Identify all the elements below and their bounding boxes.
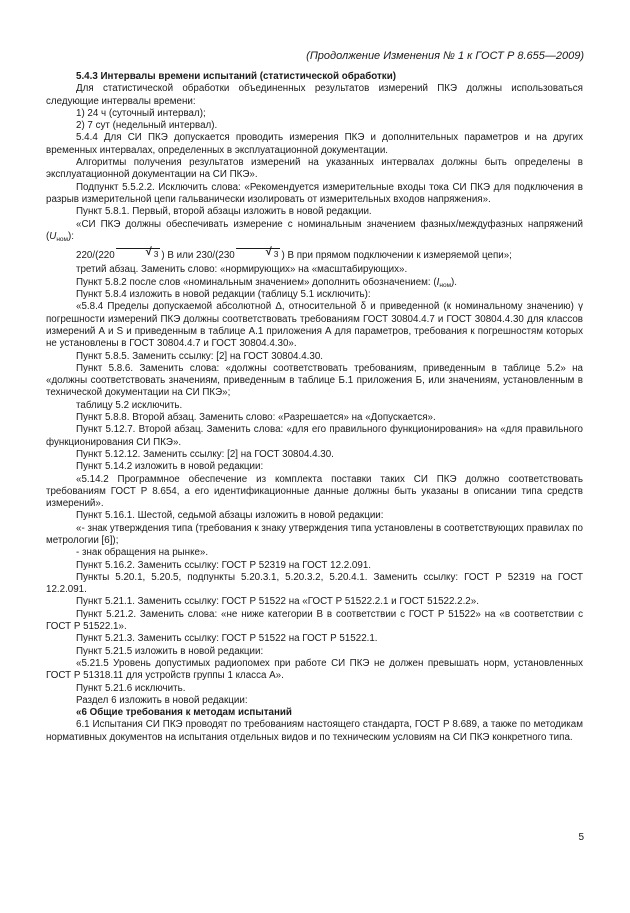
paragraph: Пункт 5.21.5 изложить в новой редакции:	[76, 645, 264, 657]
symbol-subscript: ном	[56, 235, 69, 243]
paragraph: «5.14.2 Программное обеспечение из комплекта поставки таких СИ ПКЭ должно соответствовать требованиям ГОСТ Р 8.654, а его идентификационные данные должны быть указаны в описании типа средств измерений».	[46, 473, 583, 510]
paragraph: Пункт 5.16.1. Шестой, седьмой абзацы изложить в новой редакции:	[76, 510, 384, 522]
paragraph: 6.1 Испытания СИ ПКЭ проводят по требованиям настоящего стандарта, ГОСТ Р 8.689, а также по методикам нормативных документов на испытания отдельных видов и по техническим условиям на СИ ПКЭ конкретного типа.	[46, 719, 583, 743]
paragraph: «- знак утверждения типа (требования к знаку утверждения типа установлены в соответствующих правилах по метрологии [6]);	[46, 522, 583, 546]
paragraph-text-end: ).	[451, 276, 458, 288]
formula-part-c: ) В при прямом подключении к измеряемой цепи»;	[281, 250, 512, 262]
paragraph: Пункт 5.16.2. Заменить ссылку: ГОСТ Р 52319 на ГОСТ 12.2.091.	[76, 559, 371, 571]
paragraph: Раздел 6 изложить в новой редакции:	[76, 694, 248, 706]
paragraph: Пункт 5.12.7. Второй абзац. Заменить слова: «для его правильного функционирования» на «для правильного функционирования СИ ПКЭ».	[46, 424, 583, 448]
section-title-6: «6 Общие требования к методам испытаний	[76, 707, 292, 719]
paragraph: Пункт 5.21.1. Заменить ссылку: ГОСТ Р 51522 на «ГОСТ Р 51522.2.1 и ГОСТ 51522.2.2».	[76, 596, 479, 608]
section-title-5-4-3: 5.4.3 Интервалы времени испытаний (статистической обработки)	[76, 71, 396, 82]
paragraph: Пункт 5.8.4 изложить в новой редакции (таблицу 5.1 исключить):	[76, 289, 371, 301]
sqrt-symbol: √ 3	[236, 248, 281, 259]
paragraph: Пункт 5.8.1. Первый, второй абзацы изложить в новой редакции.	[76, 206, 372, 218]
symbol-subscript: ном	[439, 281, 452, 289]
sqrt-symbol: √ 3	[116, 248, 161, 259]
paragraph: - знак обращения на рынке».	[76, 547, 209, 559]
paragraph: Алгоритмы получения результатов измерений на указанных интервалах должны быть определены в эксплуатационной документации на СИ ПКЭ».	[46, 157, 583, 181]
paragraph-with-symbol	[46, 219, 583, 244]
formula-part-b: ) В или 230/(230	[161, 250, 235, 262]
paragraph: 5.4.4 Для СИ ПКЭ допускается проводить измерения ПКЭ и дополнительных параметров и на других временных интервалах, определенных в эксплуатационной документации.	[46, 132, 583, 156]
list-item: 1) 24 ч (суточный интервал);	[76, 107, 206, 119]
paragraph-text: «СИ ПКЭ должны обеспечивать измерение с номинальным значением фазных/междуфазных напряжений (	[46, 218, 583, 242]
paragraph: Пункт 5.21.6 исключить.	[76, 682, 186, 694]
formula-part-a: 220/(220	[76, 250, 115, 262]
paragraph-text-end: ):	[68, 230, 75, 242]
paragraph: Пункт 5.21.2. Заменить слова: «не ниже категории В в соответствии с ГОСТ Р 51522» на «в соответствии с ГОСТ Р 51522.1».	[46, 608, 583, 633]
paragraph: Пункт 5.12.12. Заменить ссылку: [2] на ГОСТ 30804.4.30.	[76, 448, 334, 460]
paragraph: Пункты 5.20.1, 5.20.5, подпункты 5.20.3.1, 5.20.3.2, 5.20.4.1. Заменить ссылку: ГОСТ Р 52319 на ГОСТ 12.2.091.	[46, 571, 583, 596]
voltage-formula	[46, 248, 583, 262]
paragraph: Пункт 5.21.3. Заменить ссылку: ГОСТ Р 51522 на ГОСТ Р 51522.1.	[76, 633, 378, 645]
paragraph: Для статистической обработки объединенных результатов измерений ПКЭ должны использоваться следующие интервалы времени:	[46, 83, 583, 107]
list-item: 2) 7 сут (недельный интервал).	[76, 120, 218, 132]
paragraph: Пункт 5.14.2 изложить в новой редакции:	[76, 461, 264, 473]
paragraph: третий абзац. Заменить слово: «нормирующих» на «масштабирующих».	[76, 264, 408, 276]
paragraph: «5.8.4 Пределы допускаемой абсолютной Δ, относительной δ и приведенной (к номинальному значению) γ погрешности измерений ПКЭ должны соответствовать требованиям ГОСТ 30804.4.7 и ГОСТ 30804.4.30 для классов измерений А и S и приведенным в таблице А.1 приложения А для параметров, требования к погрешностям которых не установлены в ГОСТ 30804.4.7 и ГОСТ 30804.4.30».	[46, 301, 583, 350]
running-header: (Продолжение Изменения № 1 к ГОСТ Р 8.655—2009)	[306, 50, 584, 62]
paragraph: Пункт 5.8.8. Второй абзац. Заменить слово: «Разрешается» на «Допускается».	[76, 412, 436, 424]
paragraph: Пункт 5.8.6. Заменить слова: «должны соответствовать требованиям, приведенным в таблице 5.2» на «должны соответствовать значениям, приведенным в таблице Б.1 приложения Б, или значениям, установленным в технической документации на СИ ПКЭ»;	[46, 362, 583, 399]
paragraph: таблицу 5.2 исключить.	[76, 399, 183, 411]
document-body	[46, 71, 583, 744]
paragraph: «5.21.5 Уровень допустимых радиопомех при работе СИ ПКЭ не должен превышать норм, установленных ГОСТ Р 51318.11 для устройств группы 1 класса А».	[46, 657, 583, 682]
paragraph-text: Пункт 5.8.2 после слов «номинальным значением» дополнить обозначением: (	[76, 276, 437, 288]
page-number: 5	[578, 832, 584, 843]
paragraph-with-symbol	[46, 277, 583, 289]
symbol-u: U	[49, 230, 57, 242]
paragraph: Подпункт 5.5.2.2. Исключить слова: «Рекомендуется измерительные входы тока СИ ПКЭ для подключения в разрыв измерительной цепи гальванически изолировать от измерительных входов напряжения».	[46, 181, 583, 205]
paragraph: Пункт 5.8.5. Заменить ссылку: [2] на ГОСТ 30804.4.30.	[76, 350, 324, 362]
symbol-i: I	[436, 276, 440, 288]
